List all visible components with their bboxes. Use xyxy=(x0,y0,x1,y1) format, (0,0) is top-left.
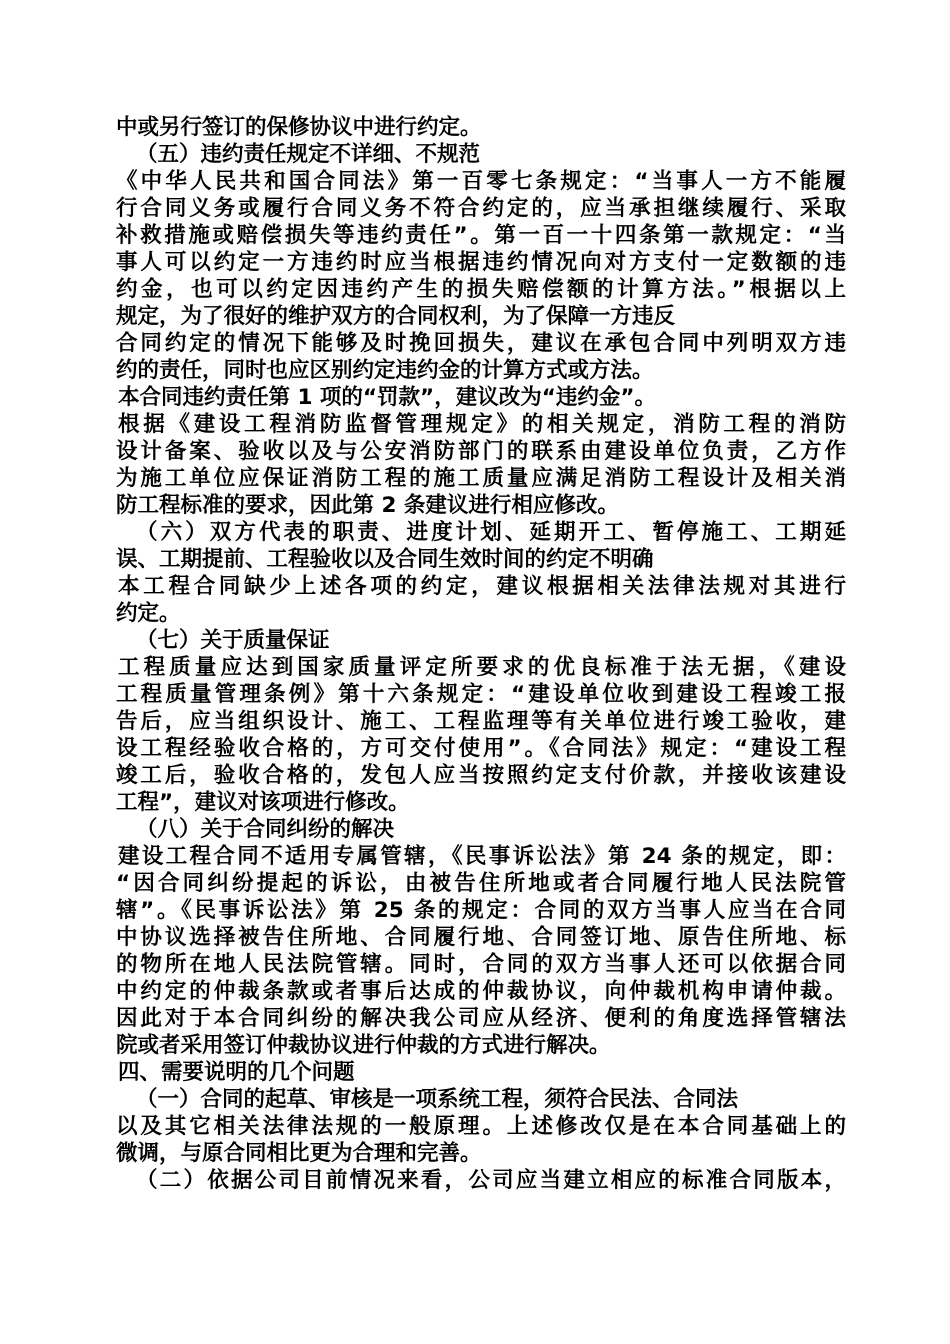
document-line: 建设工程合同不适用专属管辖，《民事诉讼法》第 24 条的规定，即： xyxy=(118,844,846,869)
document-line: （八）关于合同纠纷的解决 xyxy=(136,817,395,842)
document-line: 的物所在地人民法院管辖。同时，合同的双方当事人还可以依据合同 xyxy=(116,952,846,977)
document-line: 规定，为了很好的维护双方的合同权利，为了保障一方违反 xyxy=(116,304,676,329)
document-line: （一）合同的起草、审核是一项系统工程，须符合民法、合同法 xyxy=(136,1087,739,1112)
document-line: 中约定的仲裁条款或者事后达成的仲裁协议，向仲裁机构申请仲裁。 xyxy=(116,979,846,1004)
document-line: 设计备案、验收以及与公安消防部门的联系由建设单位负责，乙方作 xyxy=(116,439,846,464)
document-line: 补救措施或赔偿损失等违约责任”。第一百一十四条第一款规定：“当 xyxy=(116,223,846,248)
document-line: 《中华人民共和国合同法》第一百零七条规定：“当事人一方不能履 xyxy=(116,169,846,194)
document-line: 因此对于本合同纠纷的解决我公司应从经济、便利的角度选择管辖法 xyxy=(116,1006,846,1031)
document-line: 工程质量应达到国家质量评定所要求的优良标准于法无据，《建设 xyxy=(118,655,846,680)
document-line: 院或者采用签订仲裁协议进行仲裁的方式进行解决。 xyxy=(116,1033,611,1058)
document-line: （六）双方代表的职责、进度计划、延期开工、暂停施工、工期延 xyxy=(136,520,846,545)
document-line: （七）关于质量保证 xyxy=(136,628,330,653)
document-line: 约金，也可以约定因违约产生的损失赔偿额的计算方法。”根据以上 xyxy=(116,277,846,302)
document-line: 误、工期提前、工程验收以及合同生效时间的约定不明确 xyxy=(116,547,654,572)
document-line: 防工程标准的要求，因此第 2 条建议进行相应修改。 xyxy=(116,493,619,518)
document-line: 以及其它相关法律法规的一般原理。上述修改仅是在本合同基础上的 xyxy=(116,1114,846,1139)
document-line: 辖”。《民事诉讼法》第 25 条的规定：合同的双方当事人应当在合同 xyxy=(116,898,846,923)
document-line: 约定。 xyxy=(116,601,181,626)
document-line: 事人可以约定一方违约时应当根据违约情况向对方支付一定数额的违 xyxy=(116,250,846,275)
document-line: 工程质量管理条例》第十六条规定：“建设单位收到建设工程竣工报 xyxy=(116,682,846,707)
document-line: 本工程合同缺少上述各项的约定，建议根据相关法律法规对其进行 xyxy=(118,574,846,599)
document-line: 为施工单位应保证消防工程的施工质量应满足消防工程设计及相关消 xyxy=(116,466,846,491)
document-line: （五）违约责任规定不详细、不规范 xyxy=(136,142,481,167)
document-line: 本合同违约责任第 1 项的“罚款”，建议改为“违约金”。 xyxy=(118,385,656,410)
document-line: 行合同义务或履行合同义务不符合约定的，应当承担继续履行、采取 xyxy=(116,196,846,221)
document-line: 竣工后，验收合格的，发包人应当按照约定支付价款，并接收该建设 xyxy=(116,763,846,788)
document-line: “因合同纠纷提起的诉讼，由被告住所地或者合同履行地人民法院管 xyxy=(116,871,846,896)
document-line: 合同约定的情况下能够及时挽回损失，建议在承包合同中列明双方违 xyxy=(116,331,846,356)
document-line: 微调，与原合同相比更为合理和完善。 xyxy=(116,1141,482,1166)
document-line: 告后，应当组织设计、施工、工程监理等有关单位进行竣工验收，建 xyxy=(116,709,846,734)
document-line: 根据《建设工程消防监督管理规定》的相关规定，消防工程的消防 xyxy=(118,412,846,437)
document-line: （二）依据公司目前情况来看，公司应当建立相应的标准合同版本， xyxy=(136,1168,846,1193)
document-line: 中或另行签订的保修协议中进行约定。 xyxy=(116,115,482,140)
document-line: 约的责任，同时也应区别约定违约金的计算方式或方法。 xyxy=(116,358,654,383)
document-line: 工程”，建议对该项进行修改。 xyxy=(116,790,410,815)
document-line: 设工程经验收合格的，方可交付使用”。《合同法》规定：“建设工程 xyxy=(116,736,846,761)
document-line: 中协议选择被告住所地、合同履行地、合同签订地、原告住所地、标 xyxy=(116,925,846,950)
document-line: 四、需要说明的几个问题 xyxy=(118,1060,355,1085)
document-body-text xyxy=(116,114,846,1194)
